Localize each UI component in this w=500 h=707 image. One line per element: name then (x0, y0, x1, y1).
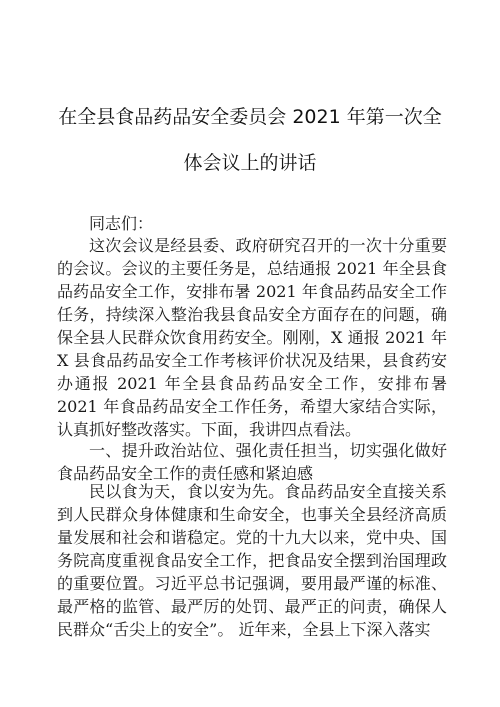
document-title-line-1: 在全县食品药品安全委员会 2021 年第一次全 (58, 106, 442, 128)
section-heading-1: 一、提升政治站位、强化责任担当，切实强化做好食品药品安全工作的责任感和紧迫感 (57, 441, 447, 483)
salutation: 同志们： (89, 214, 154, 233)
paragraph-section-1: 民以食为天，食以安为先。食品药品安全直接关系到人民群众身体健康和生命安全，也事关全县经济高质量发展和社会和谐稳定。党的十九大以来，党中央、国务院高度重视食品安全工作，把食品安全摆到治国理政的重要位置。习近平总书记强调，要用最严谨的标准、最严格的监管、最严厉的处罚、最严正的问责，确保人民群众“舌尖上的安全”。 近年来，全县上下深入落实 (57, 482, 447, 639)
document-title-line-2: 体会议上的讲话 (183, 152, 317, 174)
paragraph-intro: 这次会议是经县委、政府研究召开的一次十分重要的会议。会议的主要任务是，总结通报 2021 年全县食品药品安全工作，安排布暑 2021 年食品药品安全工作任务，持续深入整治我县食品安全方面存在的问题，确保全县人民群众饮食用药安全。刚刚，X 通报 2021 年 X 县食品药品安全工作考核评价状况及结果，县食药安办通报 2021 年全县食品药品安全工作，安排布暑 2021 年食品药品安全工作任务，希望大家结合实际，认真抓好整改落实。下面，我讲四点看法。 (57, 236, 447, 439)
